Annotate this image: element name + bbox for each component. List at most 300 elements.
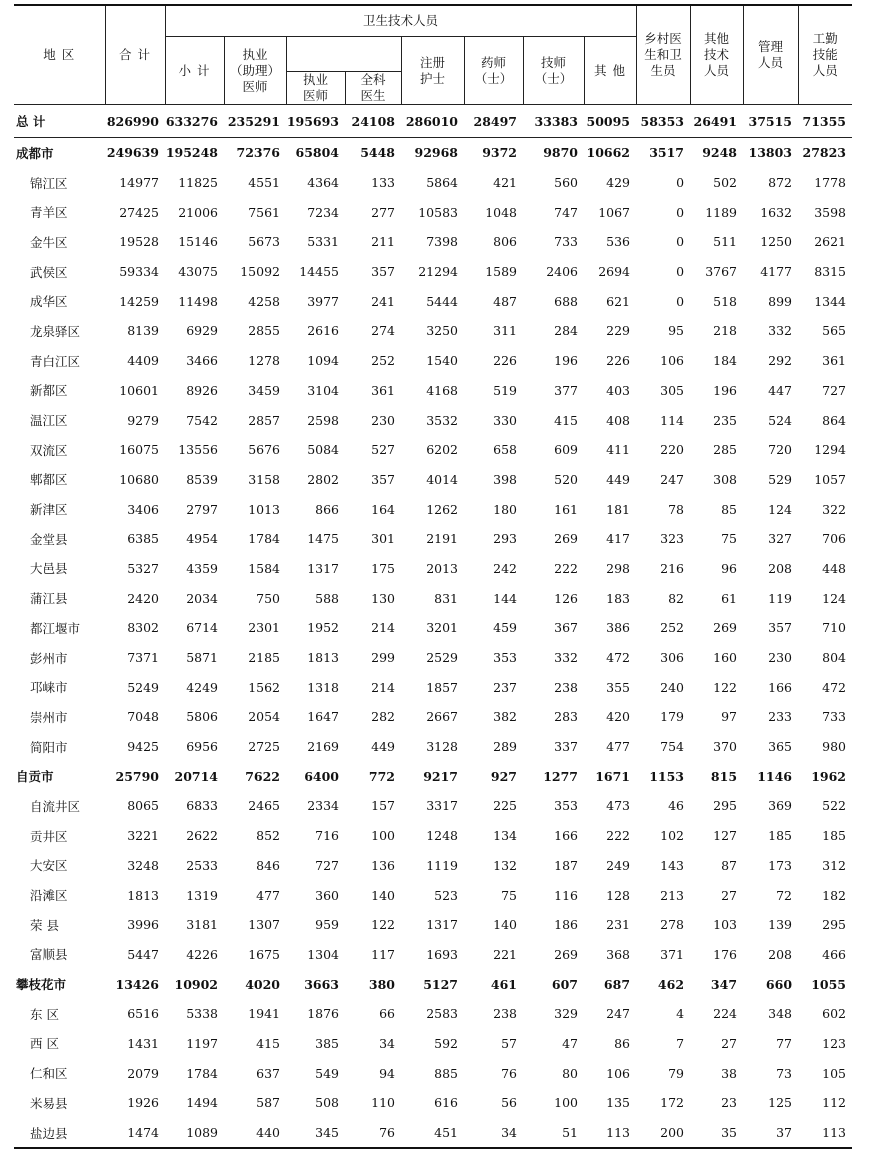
cell-value: 524 [768, 412, 793, 428]
cell-value: 2034 [186, 590, 218, 606]
cell-value: 2622 [186, 828, 218, 844]
cell-value: 113 [584, 1118, 636, 1149]
cell-value: 34 [464, 1118, 523, 1149]
cell-value: 73 [776, 1065, 793, 1081]
cell-value: 1475 [307, 531, 339, 547]
cell-value: 2054 [248, 709, 280, 725]
cell-value: 226 [606, 353, 631, 369]
cell-value: 75 [721, 531, 738, 547]
table-row [14, 613, 852, 643]
cell-value: 1584 [248, 560, 280, 576]
cell-value: 166 [768, 679, 793, 695]
cell-value: 403 [606, 382, 631, 398]
region-name: 双流区 [30, 442, 68, 458]
cell-value: 78 [668, 501, 685, 517]
table-row [14, 105, 852, 138]
cell-value: 523 [434, 887, 458, 903]
cell-value: 727 [315, 857, 339, 873]
cell-value: 4551 [248, 175, 280, 191]
table-body [14, 105, 852, 1149]
cell-value: 124 [822, 590, 847, 606]
cell-value: 1318 [307, 679, 339, 695]
cell-value: 9217 [423, 768, 458, 784]
cell-value: 1304 [307, 946, 339, 962]
cell-value: 2529 [426, 650, 458, 666]
cell-value: 429 [606, 175, 631, 191]
cell-value: 322 [822, 501, 847, 517]
cell-value: 386 [606, 620, 631, 636]
cell-value: 0 [676, 264, 685, 280]
cell-value: 143 [660, 857, 685, 873]
cell-value: 2857 [248, 412, 280, 428]
cell-value: 2583 [426, 1006, 458, 1022]
table-row [14, 138, 852, 168]
cell-value: 57 [501, 1035, 517, 1051]
cell-value: 370 [713, 739, 738, 755]
cell-value: 658 [493, 442, 517, 458]
cell-value: 1197 [186, 1035, 218, 1051]
cell-value: 477 [606, 739, 631, 755]
cell-value: 113 [798, 1118, 852, 1149]
cell-value: 285 [713, 442, 738, 458]
cell-value: 1962 [811, 768, 847, 784]
cell-value: 100 [371, 828, 395, 844]
cell-value: 208 [768, 560, 793, 576]
cell-value: 852 [256, 828, 280, 844]
cell-value: 1941 [248, 1006, 280, 1022]
cell-value: 609 [554, 442, 578, 458]
cell-value: 21006 [178, 204, 218, 220]
cell-value: 10680 [119, 471, 159, 487]
cell-value: 2855 [248, 323, 280, 339]
cell-value: 716 [315, 828, 339, 844]
table-row [14, 999, 852, 1029]
cell-value: 6516 [127, 1006, 159, 1022]
cell-value: 337 [554, 739, 578, 755]
cell-value: 235291 [224, 105, 286, 138]
cell-value: 13426 [115, 976, 159, 992]
cell-value: 6385 [127, 531, 159, 547]
cell-value: 96 [721, 560, 738, 576]
cell-value: 2533 [186, 857, 218, 873]
cell-value: 4177 [760, 264, 793, 280]
cell-value: 11825 [178, 175, 218, 191]
cell-value: 332 [554, 650, 578, 666]
cell-value: 9279 [127, 412, 159, 428]
cell-value: 1146 [757, 768, 793, 784]
cell-value: 6202 [426, 442, 458, 458]
cell-value: 1067 [598, 204, 631, 220]
cell-value: 8302 [127, 620, 159, 636]
cell-value: 15092 [240, 264, 280, 280]
cell-value: 3128 [426, 739, 458, 755]
cell-value: 5447 [127, 946, 159, 962]
cell-value: 866 [315, 501, 339, 517]
cell-value: 86 [614, 1035, 631, 1051]
cell-value: 230 [371, 412, 395, 428]
cell-value: 3459 [248, 382, 280, 398]
cell-value: 135 [606, 1095, 631, 1111]
col-technician: 技师 （士） [523, 37, 584, 105]
table-row [14, 346, 852, 376]
cell-value: 3663 [304, 976, 339, 992]
cell-value: 607 [551, 976, 578, 992]
cell-value: 4409 [127, 353, 159, 369]
cell-value: 710 [822, 620, 847, 636]
cell-value: 282 [371, 709, 395, 725]
cell-value: 241 [371, 293, 395, 309]
cell-value: 3977 [307, 293, 339, 309]
region-name: 彭州市 [30, 650, 68, 666]
cell-value: 0 [676, 204, 685, 220]
region-name: 东 区 [30, 1006, 59, 1022]
cell-value: 211 [371, 234, 395, 250]
cell-value: 2465 [248, 798, 280, 814]
cell-value: 380 [368, 976, 395, 992]
cell-value: 7561 [248, 204, 280, 220]
cell-value: 1250 [760, 234, 793, 250]
cell-value: 43075 [178, 264, 218, 280]
cell-value: 97 [721, 709, 738, 725]
cell-value: 5864 [426, 175, 458, 191]
cell-value: 466 [822, 946, 847, 962]
table-header [14, 5, 852, 105]
cell-value: 1344 [814, 293, 847, 309]
cell-value: 50095 [584, 105, 636, 138]
cell-value: 76 [345, 1118, 401, 1149]
cell-value: 125 [768, 1095, 793, 1111]
cell-value: 527 [371, 442, 395, 458]
region-name: 沿滩区 [30, 888, 68, 904]
cell-value: 706 [822, 531, 847, 547]
cell-value: 15146 [178, 234, 218, 250]
cell-value: 298 [606, 560, 631, 576]
cell-value: 5806 [186, 709, 218, 725]
cell-value: 37515 [743, 105, 798, 138]
cell-value: 185 [822, 828, 847, 844]
cell-value: 10601 [119, 382, 159, 398]
region-name: 贡井区 [30, 828, 68, 844]
region-name: 米易县 [30, 1095, 68, 1111]
cell-value: 3598 [814, 204, 847, 220]
cell-value: 327 [768, 531, 793, 547]
region-name: 锦江区 [30, 175, 68, 191]
cell-value: 602 [822, 1006, 847, 1022]
cell-value: 369 [768, 798, 793, 814]
cell-value: 398 [493, 471, 517, 487]
cell-value: 6714 [186, 620, 218, 636]
cell-value: 308 [713, 471, 738, 487]
table-row [14, 376, 852, 406]
cell-value: 447 [768, 382, 793, 398]
cell-value: 4249 [186, 679, 218, 695]
cell-value: 235 [713, 412, 738, 428]
cell-value: 306 [660, 650, 685, 666]
cell-value: 1562 [248, 679, 280, 695]
cell-value: 451 [401, 1118, 464, 1149]
cell-value: 7 [676, 1035, 685, 1051]
region-name: 龙泉驿区 [30, 323, 81, 339]
cell-value: 299 [371, 650, 395, 666]
cell-value: 2616 [307, 323, 339, 339]
table-row [14, 791, 852, 821]
cell-value: 449 [606, 471, 631, 487]
cell-value: 187 [554, 857, 578, 873]
cell-value: 927 [490, 768, 517, 784]
cell-value: 7622 [245, 768, 280, 784]
col-group-health-tech: 卫生技术人员 [165, 5, 636, 37]
cell-value: 8926 [186, 382, 218, 398]
region-name: 大邑县 [30, 561, 68, 577]
cell-value: 1153 [649, 768, 685, 784]
cell-value: 519 [493, 382, 517, 398]
cell-value: 79 [668, 1065, 685, 1081]
region-name: 盐边县 [14, 1118, 105, 1149]
cell-value: 14259 [119, 293, 159, 309]
cell-value: 3517 [649, 145, 685, 161]
cell-value: 164 [371, 501, 395, 517]
cell-value: 100 [554, 1095, 578, 1111]
cell-value: 185 [768, 828, 793, 844]
cell-value: 2334 [307, 798, 339, 814]
cell-value: 5084 [307, 442, 339, 458]
cell-value: 136 [371, 857, 395, 873]
table-row [14, 168, 852, 198]
cell-value: 831 [434, 590, 458, 606]
cell-value: 225 [493, 798, 517, 814]
cell-value: 103 [713, 917, 738, 933]
cell-value: 14977 [119, 175, 159, 191]
cell-value: 130 [371, 590, 395, 606]
cell-value: 9372 [482, 145, 517, 161]
cell-value: 56 [501, 1095, 517, 1111]
table-row [14, 554, 852, 584]
region-name: 郫都区 [30, 472, 68, 488]
cell-value: 24108 [345, 105, 401, 138]
cell-value: 26491 [690, 105, 743, 138]
cell-value: 173 [768, 857, 793, 873]
cell-value: 11498 [178, 293, 218, 309]
cell-value: 733 [554, 234, 578, 250]
table-row [14, 435, 852, 465]
cell-value: 408 [606, 412, 631, 428]
cell-value: 688 [554, 293, 578, 309]
cell-value: 238 [554, 679, 578, 695]
cell-value: 1474 [105, 1118, 165, 1149]
cell-value: 59334 [119, 264, 159, 280]
cell-value: 3317 [426, 798, 458, 814]
cell-value: 5448 [360, 145, 395, 161]
cell-value: 5331 [307, 234, 339, 250]
cell-value: 361 [371, 382, 395, 398]
cell-value: 2406 [546, 264, 578, 280]
cell-value: 102 [660, 828, 685, 844]
cell-value: 172 [660, 1095, 685, 1111]
cell-value: 1094 [307, 353, 339, 369]
cell-value: 8539 [186, 471, 218, 487]
cell-value: 2169 [307, 739, 339, 755]
cell-value: 864 [822, 412, 847, 428]
cell-value: 179 [660, 709, 685, 725]
cell-value: 348 [768, 1006, 793, 1022]
table-row [14, 465, 852, 495]
cell-value: 80 [562, 1065, 578, 1081]
cell-value: 1494 [186, 1095, 218, 1111]
cell-value: 249 [606, 857, 631, 873]
cell-value: 616 [434, 1095, 458, 1111]
cell-value: 16075 [119, 442, 159, 458]
cell-value: 139 [768, 917, 793, 933]
cell-value: 161 [554, 501, 578, 517]
cell-value: 4359 [186, 560, 218, 576]
cell-value: 128 [606, 887, 631, 903]
cell-value: 3532 [426, 412, 458, 428]
cell-value: 213 [660, 887, 685, 903]
cell-value: 4364 [307, 175, 339, 191]
region-name: 攀枝花市 [16, 977, 67, 993]
cell-value: 7371 [127, 650, 159, 666]
cell-value: 3158 [248, 471, 280, 487]
table-row [14, 316, 852, 346]
cell-value: 1813 [127, 887, 159, 903]
cell-value: 82 [668, 590, 685, 606]
table-row [14, 524, 852, 554]
cell-value: 2420 [127, 590, 159, 606]
cell-value: 140 [493, 917, 517, 933]
cell-value: 269 [554, 531, 578, 547]
region-name: 武侯区 [30, 264, 68, 280]
cell-value: 3221 [127, 828, 159, 844]
cell-value: 417 [606, 531, 631, 547]
cell-value: 312 [822, 857, 847, 873]
cell-value: 415 [256, 1035, 280, 1051]
cell-value: 87 [721, 857, 738, 873]
cell-value: 382 [493, 709, 517, 725]
cell-value: 1262 [426, 501, 458, 517]
cell-value: 112 [822, 1095, 847, 1111]
cell-value: 144 [493, 590, 517, 606]
cell-value: 733 [822, 709, 847, 725]
cell-value: 826990 [105, 105, 165, 138]
cell-value: 94 [379, 1065, 395, 1081]
cell-value: 385 [315, 1035, 339, 1051]
cell-value: 536 [606, 234, 631, 250]
cell-value: 750 [256, 590, 280, 606]
cell-value: 518 [713, 293, 738, 309]
cell-value: 565 [822, 323, 847, 339]
cell-value: 2301 [248, 620, 280, 636]
cell-value: 181 [606, 501, 631, 517]
cell-value: 233 [768, 709, 793, 725]
cell-value: 61 [721, 590, 738, 606]
cell-value: 247 [660, 471, 685, 487]
cell-value: 1089 [165, 1118, 224, 1149]
cell-value: 249639 [106, 145, 159, 161]
col-village-doctor: 乡村医 生和卫 生员 [636, 5, 690, 105]
col-other: 其 他 [584, 37, 636, 105]
table-row [14, 286, 852, 316]
cell-value: 6956 [186, 739, 218, 755]
region-name: 蒲江县 [30, 591, 68, 607]
cell-value: 353 [554, 798, 578, 814]
cell-value: 71355 [798, 105, 852, 138]
cell-value: 34 [379, 1035, 395, 1051]
region-name: 金堂县 [30, 531, 68, 547]
cell-value: 252 [371, 353, 395, 369]
cell-value: 846 [256, 857, 280, 873]
cell-value: 365 [768, 739, 793, 755]
cell-value: 0 [676, 234, 685, 250]
cell-value: 2079 [127, 1065, 159, 1081]
cell-value: 229 [606, 323, 631, 339]
cell-value: 508 [315, 1095, 339, 1111]
cell-value: 269 [554, 946, 578, 962]
cell-value: 58353 [636, 105, 690, 138]
cell-value: 353 [493, 650, 517, 666]
cell-value: 2621 [814, 234, 847, 250]
cell-value: 1317 [307, 560, 339, 576]
cell-value: 28497 [464, 105, 523, 138]
cell-value: 124 [768, 501, 793, 517]
cell-value: 122 [713, 679, 738, 695]
cell-value: 747 [554, 204, 578, 220]
cell-value: 1813 [307, 650, 339, 666]
cell-value: 421 [493, 175, 517, 191]
cell-value: 345 [286, 1118, 345, 1149]
cell-value: 3466 [186, 353, 218, 369]
cell-value: 1278 [248, 353, 280, 369]
region-name: 成华区 [30, 294, 68, 310]
col-subtotal: 小 计 [165, 37, 224, 105]
cell-value: 110 [371, 1095, 395, 1111]
cell-value: 196 [554, 353, 578, 369]
cell-value: 3767 [705, 264, 738, 280]
cell-value: 27823 [802, 145, 847, 161]
cell-value: 3104 [307, 382, 339, 398]
cell-value: 448 [822, 560, 847, 576]
cell-value: 1431 [127, 1035, 159, 1051]
cell-value: 75 [501, 887, 517, 903]
cell-value: 1784 [186, 1065, 218, 1081]
cell-value: 180 [493, 501, 517, 517]
cell-value: 65804 [295, 145, 339, 161]
cell-value: 37 [743, 1118, 798, 1149]
cell-value: 1675 [248, 946, 280, 962]
cell-value: 8139 [127, 323, 159, 339]
table-row [14, 732, 852, 762]
cell-value: 637 [256, 1065, 280, 1081]
cell-value: 226 [493, 353, 517, 369]
cell-value: 122 [371, 917, 395, 933]
cell-value: 105 [822, 1065, 847, 1081]
cell-value: 1248 [426, 828, 458, 844]
cell-value: 10662 [586, 145, 631, 161]
table-row [14, 940, 852, 970]
cell-value: 134 [493, 828, 517, 844]
cell-value: 7542 [186, 412, 218, 428]
cell-value: 687 [603, 976, 631, 992]
cell-value: 10583 [418, 204, 458, 220]
cell-value: 472 [822, 679, 847, 695]
cell-value: 1277 [543, 768, 578, 784]
cell-value: 522 [822, 798, 847, 814]
col-practicing-asst-physician: 执业 （助理） 医师 [224, 37, 286, 105]
cell-value: 5127 [423, 976, 458, 992]
cell-value: 116 [554, 887, 578, 903]
region-name: 大安区 [30, 858, 68, 874]
cell-value: 283 [554, 709, 578, 725]
cell-value: 230 [768, 650, 793, 666]
